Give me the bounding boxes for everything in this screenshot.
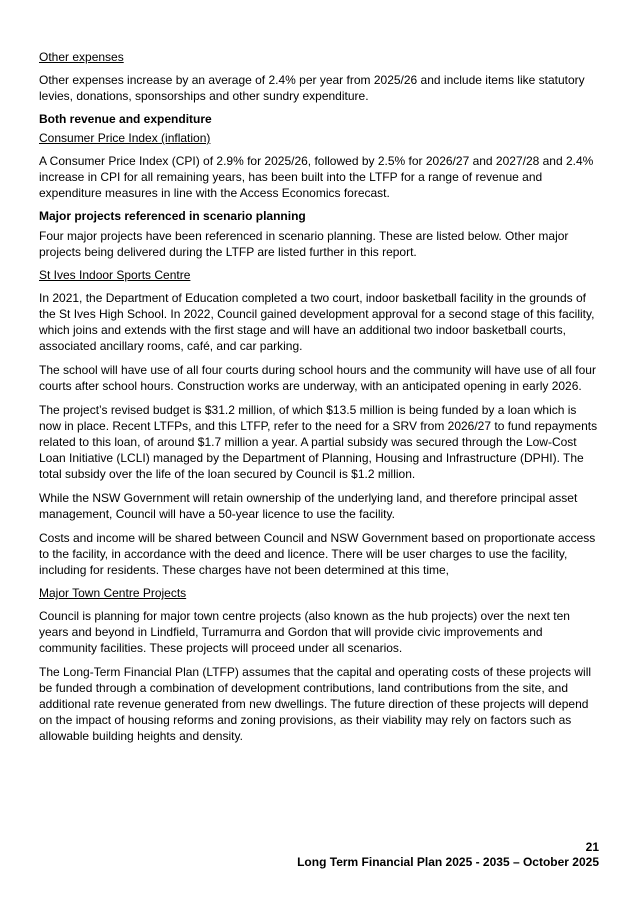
st-ives-paragraph-5: Costs and income will be shared between Council and NSW Government based on proportionate access to the facility, in accordance with the deed and licence. There will be user charges to use the facility, including for residents. These charges have not been determined at this time, — [39, 531, 596, 577]
document-title: Long Term Financial Plan 2025 - 2035 – October 2025 — [297, 855, 599, 869]
cpi-paragraph: A Consumer Price Index (CPI) of 2.9% for 2025/26, followed by 2.5% for 2026/27 and 2027/28 and 2.4% increase in CPI for all remaining years, has been built into the LTFP for a range of revenue and expenditure measures in line with the Access Economics forecast. — [39, 154, 594, 200]
page-number: 21 — [585, 840, 599, 854]
other-expenses-heading: Other expenses — [39, 50, 124, 64]
both-revenue-expenditure-heading: Both revenue and expenditure — [39, 112, 212, 126]
cpi-heading: Consumer Price Index (inflation) — [39, 131, 211, 145]
town-centre-heading: Major Town Centre Projects — [39, 586, 187, 600]
st-ives-paragraph-1: In 2021, the Department of Education completed a two court, indoor basketball facility in the grounds of the St Ives High School. In 2022, Council gained development approval for a second stage of this facility, which joins and extends with the first stage and will have an additional two indoor basketball courts, associated ancillary rooms, café, and car parking. — [39, 291, 595, 353]
page-body — [39, 50, 600, 752]
town-centre-paragraph-1: Council is planning for major town centre projects (also known as the hub projects) over the next ten years and beyond in Lindfield, Turramurra and Gordon that will provide civic improvements and community facilities. These projects will proceed under all scenarios. — [39, 609, 570, 655]
st-ives-heading: St Ives Indoor Sports Centre — [39, 268, 191, 282]
major-projects-heading: Major projects referenced in scenario planning — [39, 209, 306, 223]
town-centre-paragraph-2: The Long-Term Financial Plan (LTFP) assumes that the capital and operating costs of these projects will be funded through a combination of development contributions, land contributions from the site, and additional rate revenue generated from new dwellings. The future direction of these projects will depend on the impact of housing reforms and zoning provisions, as their viability may rely on factors such as allowable building heights and density. — [39, 665, 592, 743]
st-ives-paragraph-2: The school will have use of all four courts during school hours and the community will have use of all four courts after school hours. Construction works are underway, with an anticipated opening in early 2026. — [39, 363, 596, 393]
st-ives-paragraph-4: While the NSW Government will retain ownership of the underlying land, and therefore principal asset management, Council will have a 50-year licence to use the facility. — [39, 491, 578, 521]
major-projects-paragraph: Four major projects have been referenced in scenario planning. These are listed below. Other major projects being delivered during the LTFP are listed further in this report. — [39, 229, 569, 259]
st-ives-paragraph-3: The project’s revised budget is $31.2 million, of which $13.5 million is being funded by a loan which is now in place. Recent LTFPs, and this LTFP, refer to the need for a SRV from 2026/27 to fund repayments related to this loan, of around $1.7 million a year. A partial subsidy was secured through the Low-Cost Loan Initiative (LCLI) managed by the Department of Planning, Housing and Infrastructure (DPHI). The total subsidy over the life of the loan secured by Council is $1.2 million. — [39, 403, 598, 481]
page-footer — [297, 840, 599, 870]
other-expenses-paragraph: Other expenses increase by an average of 2.4% per year from 2025/26 and include items like statutory levies, donations, sponsorships and other sundry expenditure. — [39, 73, 585, 103]
